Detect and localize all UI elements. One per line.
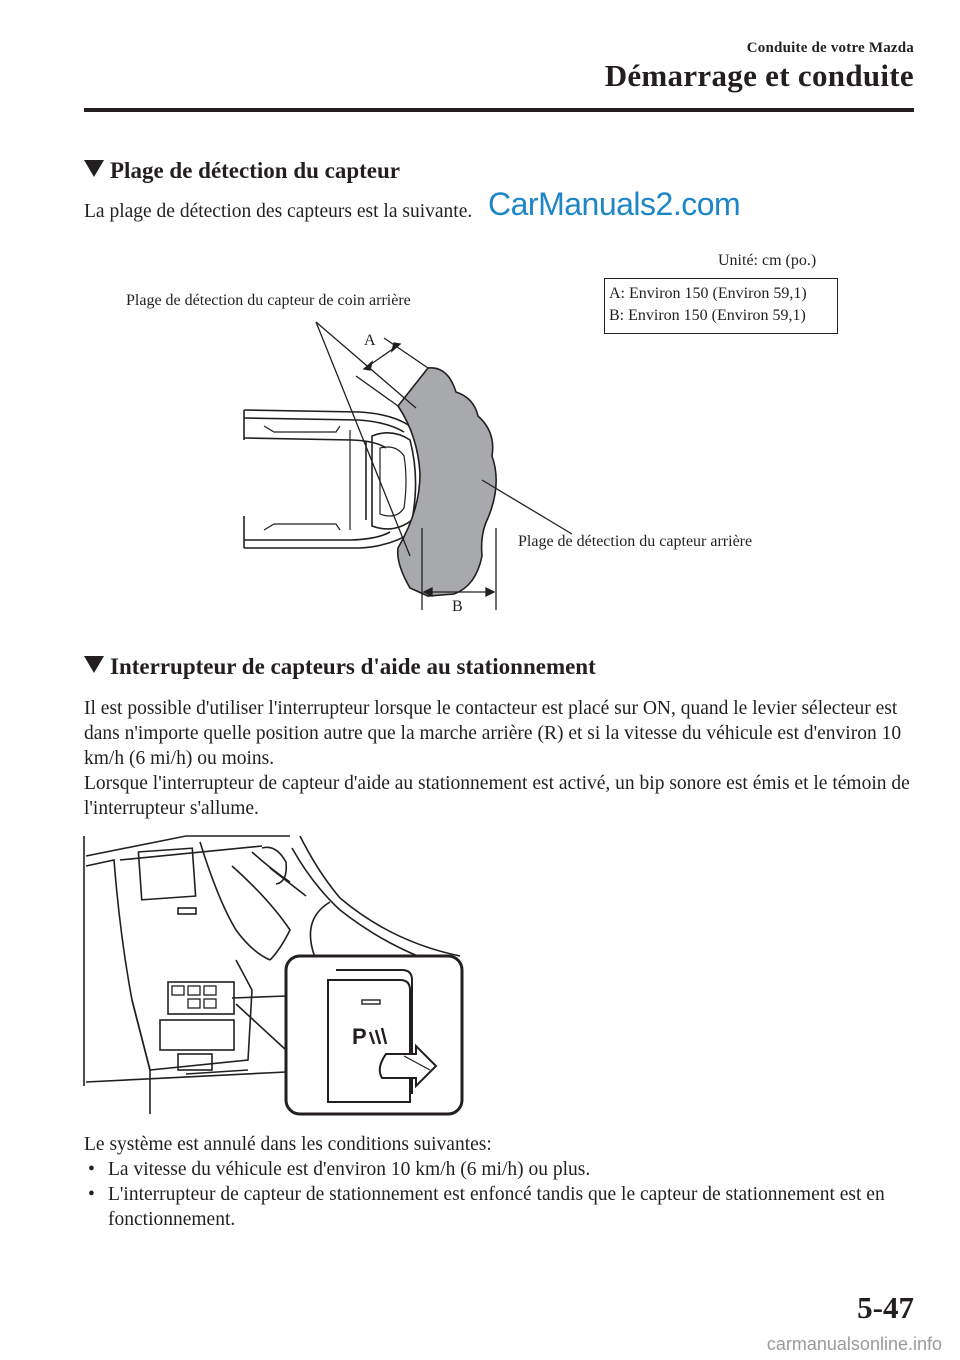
range-b-text: B: Environ 150 (Environ 59,1): [609, 307, 806, 324]
intro-paragraph: La plage de détection des capteurs est la suivante.: [84, 201, 473, 222]
detection-zone: [398, 368, 496, 596]
section-title: Démarrage et conduite: [604, 58, 914, 93]
bullet-dot-icon: •: [88, 1159, 95, 1180]
watermark: CarManuals2.com: [488, 186, 741, 222]
heading-text: Interrupteur de capteurs d'aide au stationnement: [110, 654, 596, 679]
range-legend-box: [604, 278, 838, 334]
triangle-bullet-icon: [84, 656, 104, 673]
cancel-conditions: [84, 1132, 920, 1232]
rear-sensor-label: Plage de détection du capteur arrière: [518, 533, 753, 550]
footer-site: carmanualsonline.info: [766, 1334, 942, 1354]
cancel-intro: Le système est annulé dans les conditions suivantes:: [84, 1134, 492, 1155]
list-item-text: L'interrupteur de capteur de stationnement est enfoncé tandis que le capteur de stationnement est en fonctionnement.: [108, 1184, 885, 1230]
list-item: [84, 1157, 920, 1182]
chapter-title: Conduite de votre Mazda: [746, 40, 914, 56]
vehicle-rear-drawing: [244, 410, 416, 548]
switch-paragraph-2: Lorsque l'interrupteur de capteur d'aide au stationnement est activé, un bip sonore est émis et le témoin de l'interrupteur s'allume.: [84, 773, 910, 819]
page-number: 5-47: [857, 1290, 914, 1325]
bullet-dot-icon: •: [88, 1184, 95, 1205]
range-a-text: A: Environ 150 (Environ 59,1): [609, 285, 807, 302]
list-item-text: La vitesse du véhicule est d'environ 10 km/h (6 mi/h) ou plus.: [108, 1159, 591, 1180]
heading-parking-switch: [84, 654, 596, 680]
switch-paragraph-1: Il est possible d'utiliser l'interrupteur lorsque le contacteur est placé sur ON, quand le levier sélecteur est dans n'importe quelle position autre que la marche arrière (R) et si la vitesse du véhicule est d'environ 10 km/h (6 mi/h) ou moins.: [84, 698, 902, 769]
heading-text: Plage de détection du capteur: [110, 158, 401, 183]
list-item: [84, 1182, 920, 1232]
corner-sensor-label: Plage de détection du capteur de coin arrière: [126, 292, 411, 309]
marker-a: A: [364, 332, 376, 349]
marker-b: B: [452, 598, 463, 615]
unit-label: Unité: cm (po.): [718, 252, 817, 269]
parking-p-symbol: P: [352, 1024, 367, 1049]
